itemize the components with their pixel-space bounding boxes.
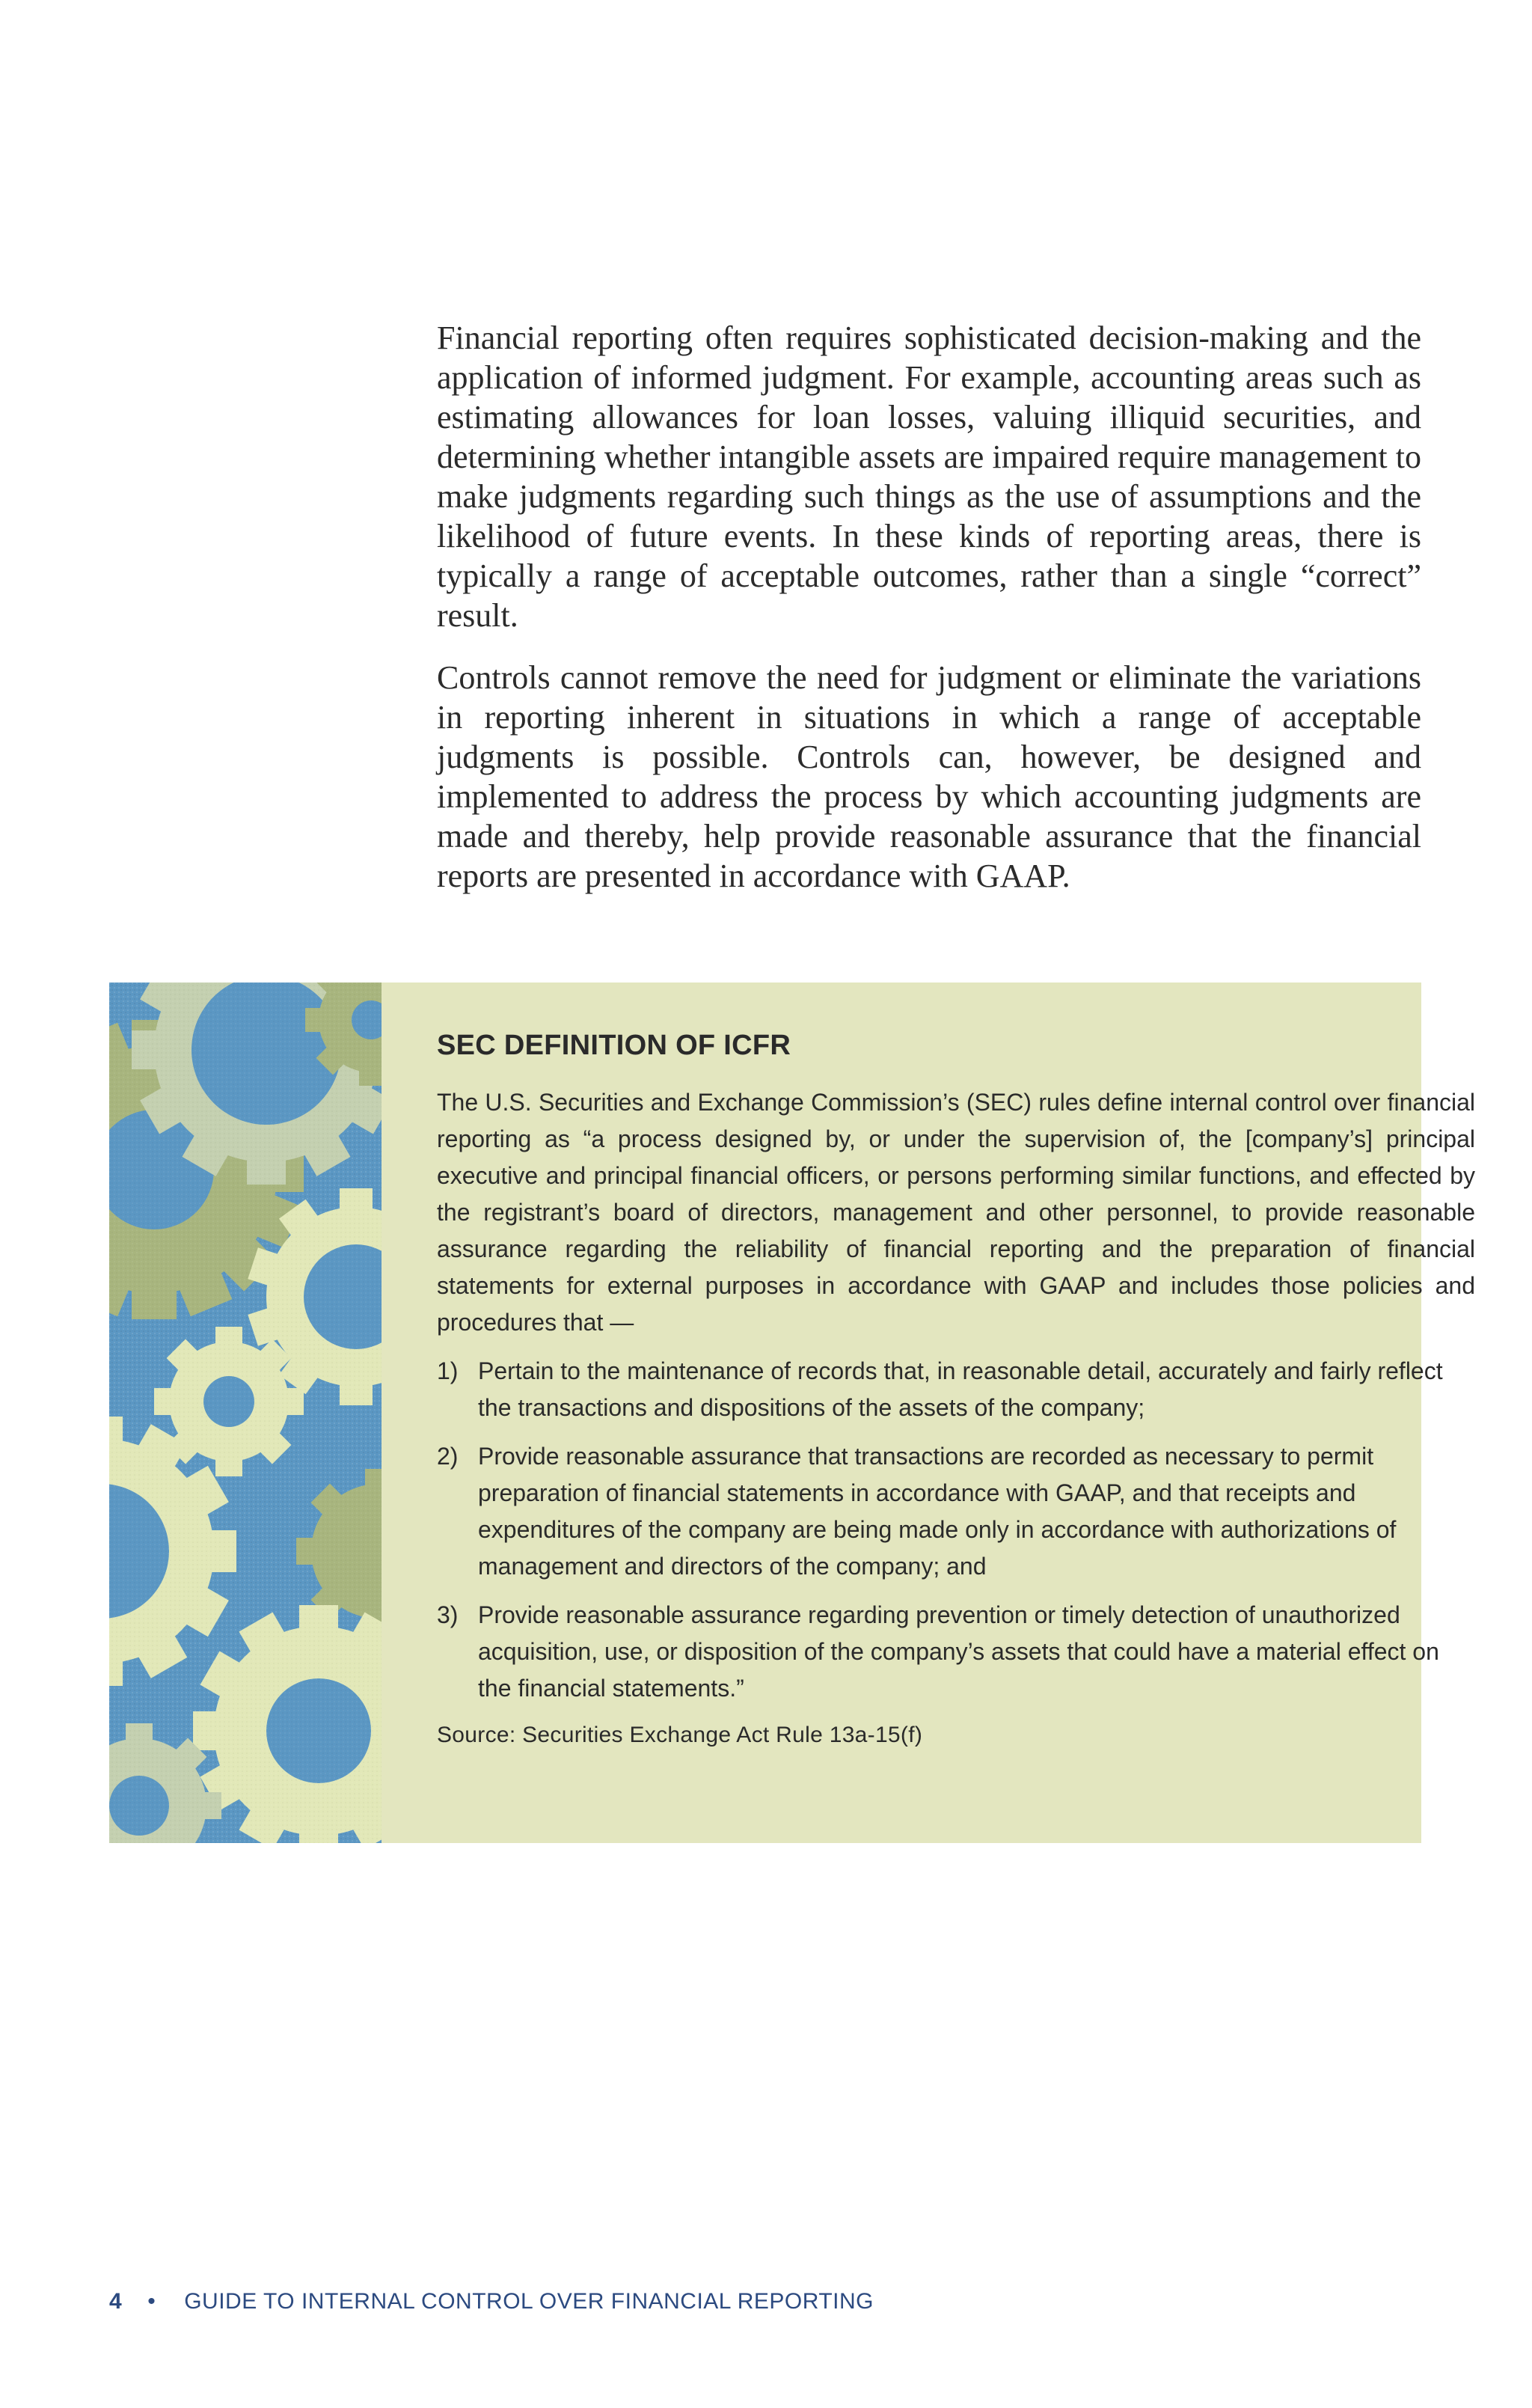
list-item-text: Provide reasonable assurance that transactions are recorded as necessary to permit preparation of financial statements in accordance with GAAP, and that receipts and expenditures of the company are being made only in accordance with authorizations of management and directors of the company; and [478,1443,1397,1580]
list-item-number: 3) [437,1601,459,1628]
sidebar-content [437,1029,1475,1752]
definition-list [437,1353,1475,1707]
page-number: 4 [109,2289,123,2314]
running-title: GUIDE TO INTERNAL CONTROL OVER FINANCIAL REPORTING [184,2289,874,2314]
list-item [437,1597,1475,1707]
list-item-number: 1) [437,1357,459,1384]
body-paragraph: Financial reporting often requires sophisticated decision-making and the application of informed judgment. For example, accounting areas such as estimating allowances for loan losses, valuing illiquid securities, and determining whether intangible assets are impaired require management to make judgments regarding such things as the use of assumptions and the likelihood of future events. In these kinds of reporting areas, there is typically a range of acceptable outcomes, rather than a single “correct” result. [437,320,1421,634]
page-footer [109,2288,874,2315]
sec-definition-sidebar [109,983,1475,1843]
list-item-text: Pertain to the maintenance of records that, in reasonable detail, accurately and fairly reflect the transactions and dispositions of the assets of the company; [478,1357,1443,1421]
list-item-text: Provide reasonable assurance regarding prevention or timely detection of unauthorized acquisition, use, or disposition of the company’s assets that could have a material effect on the financial statements.” [478,1601,1439,1702]
body-paragraph: Controls cannot remove the need for judgment or eliminate the variations in reporting inherent in situations in which a range of acceptable judgments is possible. Controls can, however, be designed and implemented to address the process by which accounting judgments are made and thereby, help provide reasonable assurance that the financial reports are presented in accordance with GAAP. [437,659,1421,894]
sidebar-source: Source: Securities Exchange Act Rule 13a-15(f) [437,1723,923,1747]
sidebar-intro: The U.S. Securities and Exchange Commission’s (SEC) rules define internal control over financial reporting as “a process designed by, or under the supervision of, the [company’s] principal executive and principal financial officers, or persons performing similar functions, and effected by the registrant’s board of directors, management and other personnel, to provide reasonable assurance regarding the reliability of financial reporting and the preparation of financial statements for external purposes in accordance with GAAP and includes those policies and procedures that — [437,1089,1475,1336]
list-item [437,1353,1475,1426]
footer-separator: • [147,2289,156,2314]
gears-illustration [109,983,382,1843]
list-item-number: 2) [437,1443,459,1470]
sidebar-title: SEC DEFINITION OF ICFR [437,1030,791,1061]
list-item [437,1438,1475,1585]
body-text [437,318,1421,918]
